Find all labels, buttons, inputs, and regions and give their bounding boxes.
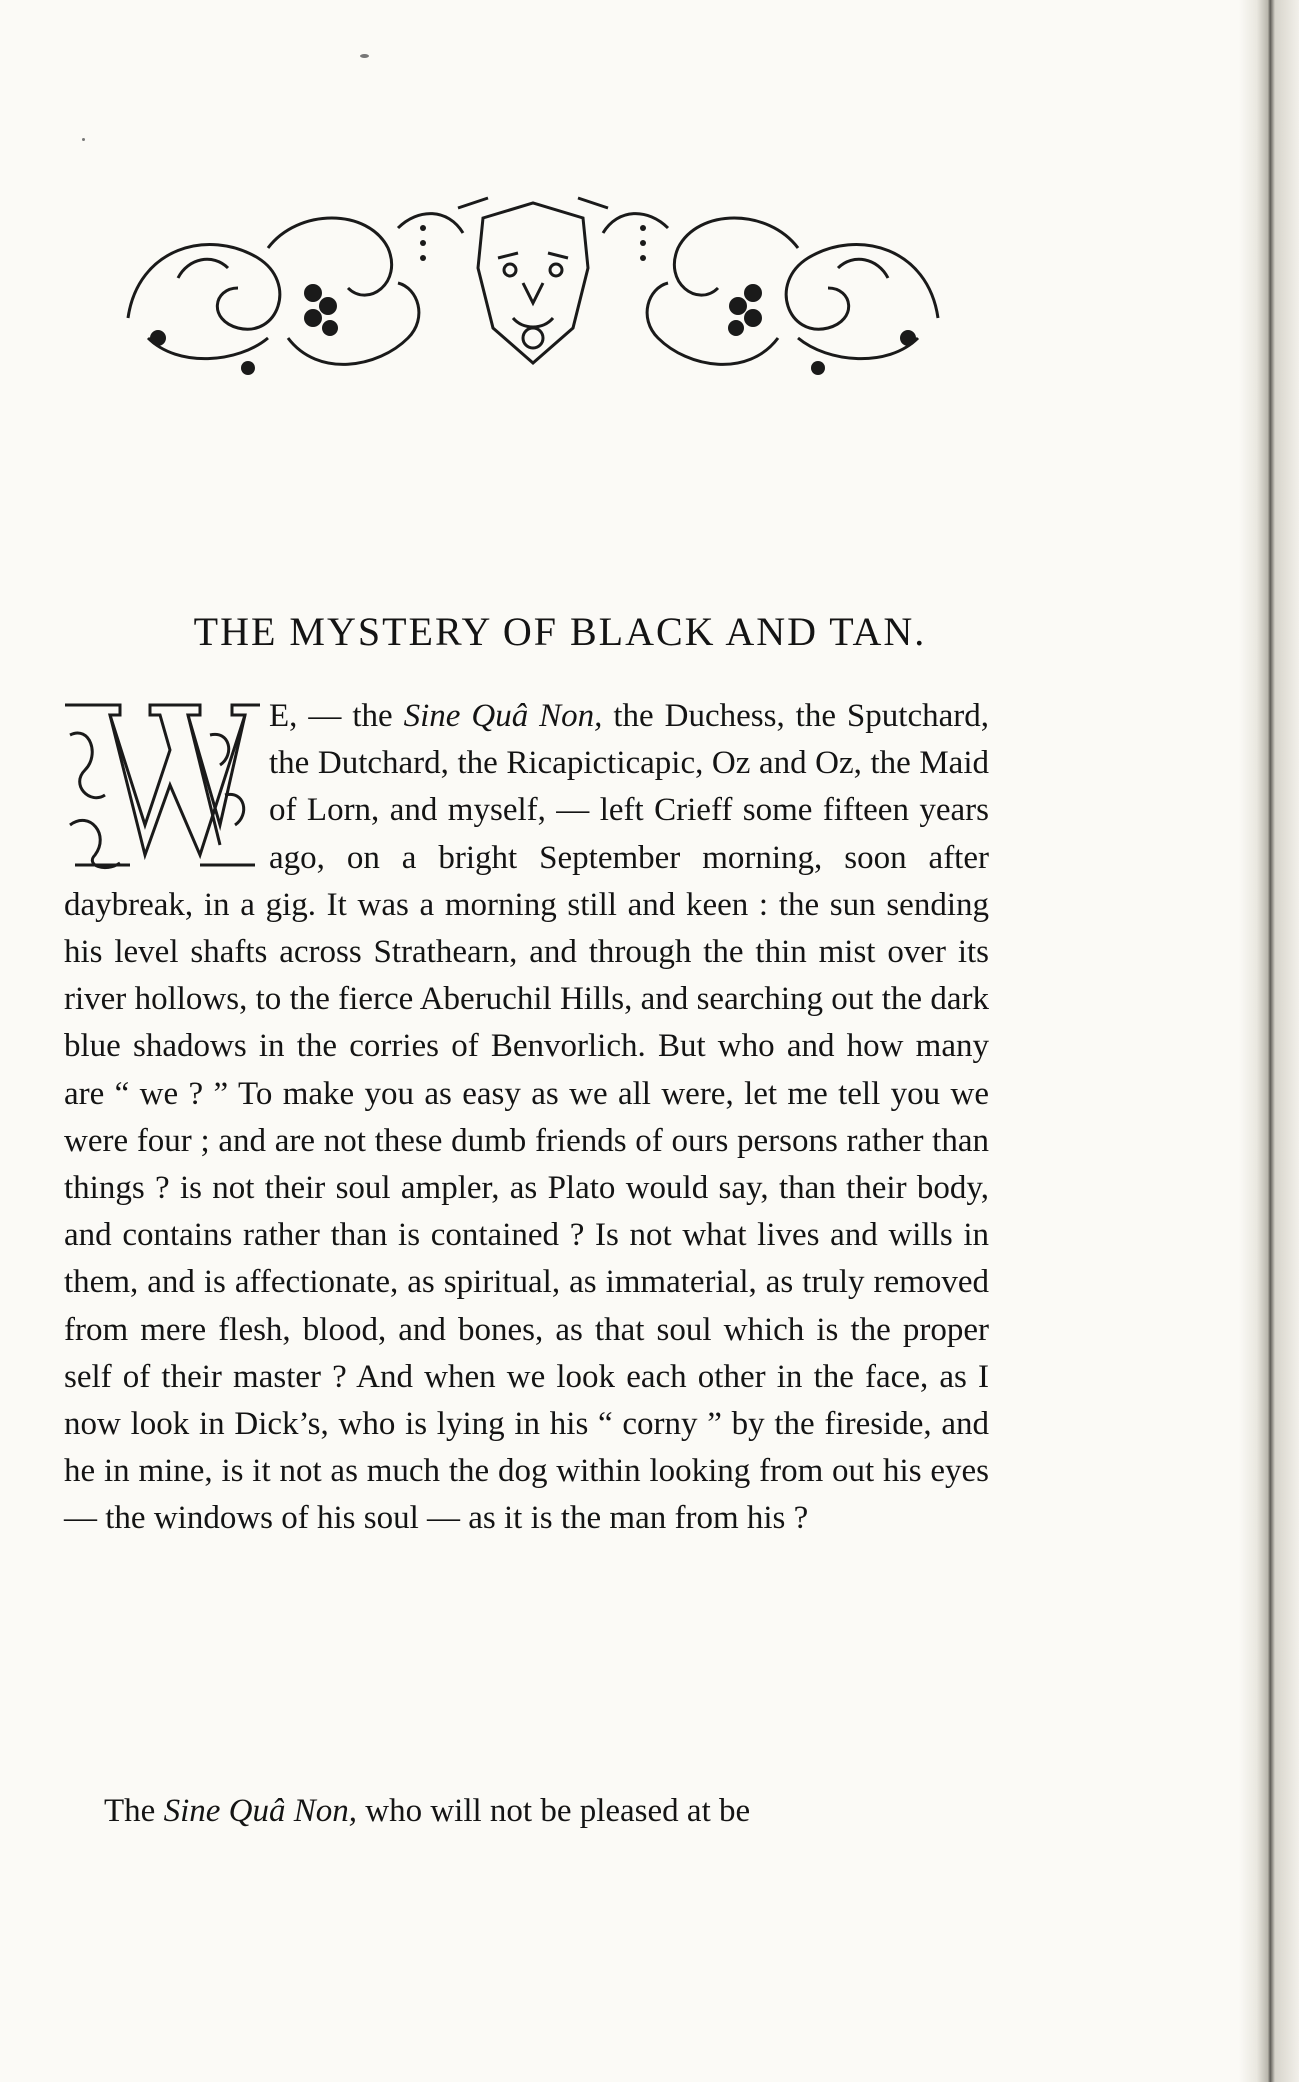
paragraph-2: The Sine Quâ Non, who will not be pleased at be (104, 1793, 751, 1829)
paragraph-1-text: E, — the Sine Quâ Non, the Duchess, the Sputchard, the Dutchard, the Ricapicticapic, Oz and Oz, the Maid of Lorn, and myself, — left Crieff some fifteen years ago, on a bright September morning, soon after daybreak, in a gig. It was a morning still and keen : the sun sending his level shafts across Strathearn, and through the thin mist over its river hollows, to the fierce Aberuchil Hills, and searching out the dark blue shadows in the corries of Benvorlich. But who and how many are “ we ? ” To make you as easy as we all were, let me tell you we were four ; and are not these dumb friends of ours persons rather than things ? is not their soul ampler, as Plato would say, than their body, and contains rather than is contained ? Is not what lives and wills in them, and is affectionate, as spiritual, as immaterial, as truly removed from mere flesh, blood, and bones, as that soul which is the proper self of their master ? And when we look each other in the face, as I now look in Dick’s, who is lying in his “ corny ” by the fireside, and he in mine, is it not as much the dog within looking from out his eyes — the windows of his soul — as it is the man from his ? (64, 698, 989, 1537)
page-gutter-shadow (1239, 0, 1299, 2082)
chapter-title: THE MYSTERY OF BLACK AND TAN. (193, 609, 927, 654)
ink-speck (360, 54, 369, 58)
ornamental-headpiece-icon (118, 188, 948, 388)
dropcap-spacer (64, 693, 269, 875)
dropcap-letter: W (160, 717, 161, 718)
paragraph-1 (64, 693, 989, 1543)
ink-speck (82, 138, 85, 141)
